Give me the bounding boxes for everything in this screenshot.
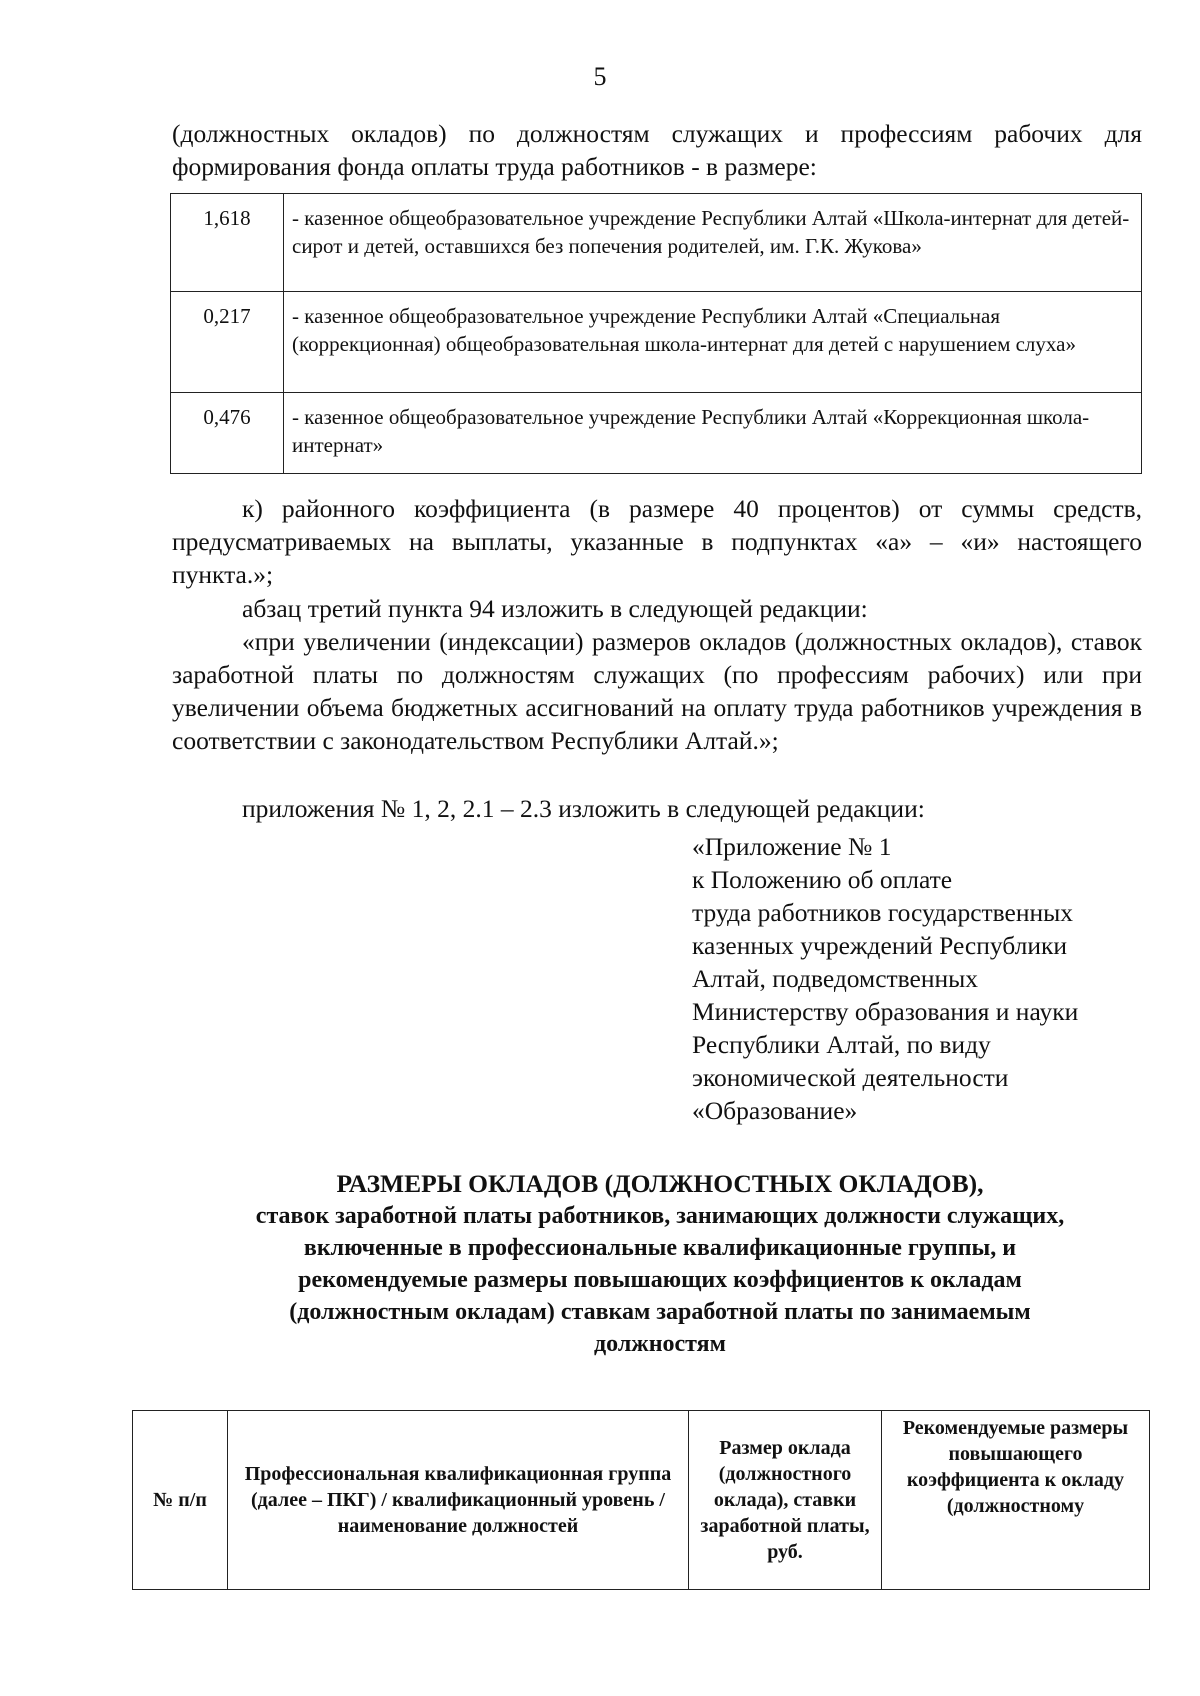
institution-name: - казенное общеобразовательное учреждение Республики Алтай «Специальная (коррекционная) общеобразовательная школа-интернат для детей с нарушением слуха» [284, 292, 1142, 393]
appendix-line: «Образование» [692, 1096, 858, 1125]
institution-name: - казенное общеобразовательное учреждение Республики Алтай «Школа-интернат для детей-сирот и детей, оставшихся без попечения родителей, им. Г.К. Жукова» [284, 194, 1142, 292]
coefficient-value: 0,476 [171, 393, 284, 474]
header-cell-coefficient: Рекомендуемые размеры повышающего коэффициента к окладу (должностному [882, 1411, 1150, 1590]
appendix-line: казенных учреждений Республики [692, 931, 1068, 960]
intro-line-1: (должностных окладов) по должностям служащих и профессиям рабочих для [172, 119, 1142, 148]
intro-paragraph [172, 117, 1142, 183]
title-line: (должностным окладам) ставкам заработной платы по занимаемым [289, 1299, 1031, 1325]
header-cell-number: № п/п [133, 1411, 228, 1590]
item-k-paragraph: к) районного коэффициента (в размере 40 процентов) от суммы средств, предусматриваемых на выплаты, указанные в подпунктах «а» – «и» настоящего пункта.»; [172, 494, 1142, 589]
header-cell-group: Профессиональная квалификационная группа (далее – ПКГ) / квалификационный уровень / наименование должностей [228, 1411, 689, 1590]
table-row [171, 194, 1142, 292]
title-line: включенные в профессиональные квалификационные группы, и [303, 1235, 1017, 1261]
para-94-intro: абзац третий пункта 94 изложить в следующей редакции: [242, 594, 868, 623]
table-header-row [133, 1411, 1150, 1590]
appendix-line: Алтай, подведомственных [692, 964, 979, 993]
appendix-line: к Положению об оплате [692, 865, 953, 894]
title-line: РАЗМЕРЫ ОКЛАДОВ (ДОЛЖНОСТНЫХ ОКЛАДОВ), [336, 1169, 984, 1198]
title-line: ставок заработной платы работников, занимающих должности служащих, [255, 1203, 1065, 1229]
table-row [171, 292, 1142, 393]
salary-table [132, 1410, 1150, 1590]
appendix-line: Республики Алтай, по виду [692, 1030, 991, 1059]
title-line: рекомендуемые размеры повышающих коэффициентов к окладам [298, 1267, 1022, 1293]
appendices-intro: приложения № 1, 2, 2.1 – 2.3 изложить в следующей редакции: [242, 794, 925, 823]
coefficient-value: 1,618 [171, 194, 284, 292]
section-title [140, 1168, 1180, 1360]
header-cell-salary: Размер оклада (должностного оклада), ставки заработной платы, руб. [689, 1411, 882, 1590]
appendix-line: Министерству образования и науки [692, 997, 1079, 1026]
title-line: должностям [594, 1331, 726, 1357]
appendix-line: экономической деятельности [692, 1063, 1009, 1092]
coefficient-value: 0,217 [171, 292, 284, 393]
coefficients-table [170, 193, 1142, 474]
appendix-header [692, 830, 1152, 1127]
appendix-line: труда работников государственных [692, 898, 1074, 927]
table-row [171, 393, 1142, 474]
institution-name: - казенное общеобразовательное учреждение Республики Алтай «Коррекционная школа-интернат» [284, 393, 1142, 474]
page-number: 5 [593, 62, 607, 91]
appendix-line: «Приложение № 1 [692, 832, 892, 861]
para-94-text: «при увеличении (индексации) размеров окладов (должностных окладов), ставок заработной платы по должностям служащих (по профессиям рабочих) или при увеличении объема бюджетных ассигнований на оплату труда работников учреждения в соответствии с законодательством Республики Алтай.»; [172, 627, 1142, 755]
intro-line-2: формирования фонда оплаты труда работников - в размере: [172, 152, 817, 181]
